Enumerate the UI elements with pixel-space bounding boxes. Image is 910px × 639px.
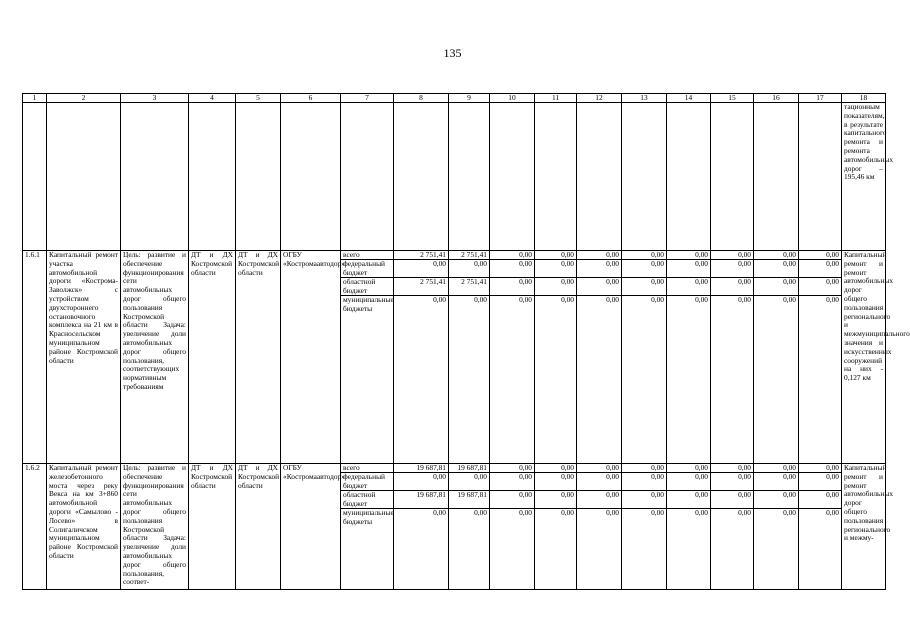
amount-cell [449, 464, 490, 590]
amount-cell [490, 464, 535, 590]
executor: ОГБУ «Костромаавтодор» [281, 251, 341, 464]
amount-cell [577, 251, 622, 464]
amount-value: 0,00 [711, 464, 753, 473]
column-number-header: 17 [799, 94, 842, 103]
empty-cell [622, 103, 667, 251]
amount-cell [490, 251, 535, 464]
amount-cell [577, 464, 622, 590]
amount-cell [394, 251, 449, 464]
amount-value: 0,00 [667, 251, 710, 260]
amount-value: 2 751,41 [394, 278, 448, 296]
amount-cell [394, 464, 449, 590]
amount-value: 0,00 [711, 260, 753, 278]
amount-cell [449, 251, 490, 464]
column-number-header: 16 [754, 94, 799, 103]
amount-cell [622, 251, 667, 464]
empty-cell [281, 103, 341, 251]
amount-value: 0,00 [826, 295, 839, 304]
amount-value: 0,00 [433, 295, 446, 304]
amount-value: 0,00 [449, 260, 489, 278]
empty-cell [449, 103, 490, 251]
row-id: 1.6.2 [23, 464, 47, 590]
amount-value: 0,00 [577, 251, 621, 260]
amount-value: 19 687,81 [394, 491, 448, 509]
amount-cell [535, 464, 577, 590]
amount-value: 0,00 [577, 491, 621, 509]
amount-value: 0,00 [826, 508, 839, 517]
column-number-header: 4 [189, 94, 236, 103]
column-number-header: 2 [47, 94, 121, 103]
column-number-header: 13 [622, 94, 667, 103]
amount-value: 0,00 [490, 251, 534, 260]
amount-value: 0,00 [519, 295, 532, 304]
amount-value: 0,00 [754, 278, 798, 296]
amount-value: 19 687,81 [449, 491, 489, 509]
amount-value: 0,00 [622, 491, 666, 509]
column-number-header: 1 [23, 94, 47, 103]
amount-value: 0,00 [490, 473, 534, 491]
measure-name: Капитальный ремонт железобетонного моста через реку Векса на км 3+860 автомобильной дороги «Самылово - Лосево» в Солигаличском муниципальном районе Костромской области [47, 464, 121, 590]
amount-value: 0,00 [783, 508, 796, 517]
goal-task: Цель: развитие и обеспечение функционирования сети автомобильных дорог общего пользования Костромской области Задача: увеличение доли автомобильных дорог общего пользования, соответ- [121, 464, 189, 590]
empty-cell [23, 103, 47, 251]
empty-cell [189, 103, 236, 251]
amount-value: 0,00 [474, 295, 487, 304]
amount-value: 0,00 [577, 278, 621, 296]
amount-value: 19 687,81 [394, 464, 448, 473]
funding-source-label: областной бюджет [341, 491, 393, 509]
column-number-header: 15 [711, 94, 754, 103]
funding-source-label: всего [341, 464, 393, 473]
amount-value: 0,00 [799, 464, 841, 473]
amount-value: 0,00 [561, 508, 574, 517]
amount-value: 0,00 [490, 464, 534, 473]
executor: ОГБУ «Костромаавтодор» [281, 464, 341, 590]
continuation-row [23, 103, 886, 251]
empty-cell [799, 103, 842, 251]
column-number-header: 9 [449, 94, 490, 103]
amount-value: 0,00 [651, 508, 664, 517]
amount-value: 0,00 [667, 491, 710, 509]
amount-value: 0,00 [622, 473, 666, 491]
column-number-header: 7 [341, 94, 394, 103]
column-number-header: 3 [121, 94, 189, 103]
program-table [22, 93, 910, 590]
amount-cell [711, 251, 754, 464]
amount-value: 0,00 [651, 295, 664, 304]
amount-value: 19 687,81 [449, 464, 489, 473]
coordinator: ДТ и ДХ Костромской области [189, 464, 236, 590]
amount-value: 0,00 [754, 491, 798, 509]
amount-value: 0,00 [433, 508, 446, 517]
funding-source-label: областной бюджет [341, 278, 393, 296]
amount-cell [799, 251, 842, 464]
column-number-header: 18 [842, 94, 886, 103]
amount-value: 0,00 [799, 260, 841, 278]
customer: ДТ и ДХ Костромской области [236, 251, 281, 464]
amount-value: 0,00 [711, 278, 753, 296]
amount-cell [667, 251, 711, 464]
page-number: 135 [443, 46, 462, 60]
amount-value: 0,00 [754, 251, 798, 260]
amount-value: 2 751,41 [394, 251, 448, 260]
row-id: 1.6.1 [23, 251, 47, 464]
amount-value: 0,00 [695, 508, 708, 517]
amount-value: 0,00 [394, 260, 448, 278]
amount-value: 0,00 [394, 473, 448, 491]
amount-value: 0,00 [738, 295, 751, 304]
empty-cell [754, 103, 799, 251]
amount-value: 0,00 [490, 491, 534, 509]
amount-value: 0,00 [535, 260, 576, 278]
table-row [23, 464, 886, 590]
goal-task: Цель: развитие и обеспечение функционирования сети автомобильных дорог общего пользования Костромской области Задача: увеличение доли автомобильных дорог общего пользования, соответствующих нормативным требованиям [121, 251, 189, 464]
amount-value: 0,00 [561, 295, 574, 304]
funding-source-cell [341, 464, 394, 590]
empty-cell [535, 103, 577, 251]
amount-value: 0,00 [606, 295, 619, 304]
column-number-header: 14 [667, 94, 711, 103]
amount-cell [667, 464, 711, 590]
amount-value: 0,00 [667, 260, 710, 278]
amount-cell [711, 464, 754, 590]
amount-value: 0,00 [711, 473, 753, 491]
amount-value: 0,00 [667, 473, 710, 491]
amount-value: 0,00 [622, 464, 666, 473]
amount-cell [799, 464, 842, 590]
column-number-header: 8 [394, 94, 449, 103]
funding-source-label: федеральный бюджет [341, 473, 393, 491]
amount-value: 0,00 [667, 464, 710, 473]
amount-value: 0,00 [667, 278, 710, 296]
amount-value: 0,00 [754, 260, 798, 278]
amount-value: 0,00 [535, 491, 576, 509]
empty-cell [236, 103, 281, 251]
amount-value: 0,00 [622, 278, 666, 296]
customer: ДТ и ДХ Костромской области [236, 464, 281, 590]
result-cell: Капитальный ремонт и ремонт автомобильных дорог общего пользования регионального и межмуниципального значения и искусственных сооружений на них - 0,127 км [842, 251, 886, 464]
empty-cell [490, 103, 535, 251]
result-cell: тационным показателям, в результате капитального ремонта и ремонта автомобильных дорог – 195,46 км [842, 103, 886, 251]
amount-value: 0,00 [711, 251, 753, 260]
amount-value: 0,00 [799, 251, 841, 260]
amount-cell [754, 464, 799, 590]
amount-value: 0,00 [711, 491, 753, 509]
funding-source-label: всего [341, 251, 393, 260]
result-cell: Капитальный ремонт и ремонт автомобильных дорог общего пользования регионального и межму- [842, 464, 886, 590]
amount-value: 0,00 [577, 473, 621, 491]
amount-value: 0,00 [490, 260, 534, 278]
amount-cell [622, 464, 667, 590]
column-number-header: 12 [577, 94, 622, 103]
empty-cell [577, 103, 622, 251]
funding-source-label: муниципальные бюджеты [343, 295, 394, 313]
funding-source-cell [341, 251, 394, 464]
column-number-header: 10 [490, 94, 535, 103]
amount-value: 0,00 [606, 508, 619, 517]
amount-value: 0,00 [783, 295, 796, 304]
amount-value: 0,00 [577, 260, 621, 278]
column-number-header: 5 [236, 94, 281, 103]
amount-cell [754, 251, 799, 464]
amount-value: 0,00 [535, 251, 576, 260]
measure-name: Капитальный ремонт участка автомобильной дороги «Кострома-Заволжск» с устройством двухстороннего остановочного комплекса на 21 км в Красносельском муниципальном районе Костромской области [47, 251, 121, 464]
empty-cell [341, 103, 394, 251]
amount-value: 0,00 [449, 473, 489, 491]
table-row [23, 251, 886, 464]
amount-value: 0,00 [622, 260, 666, 278]
empty-cell [711, 103, 754, 251]
amount-value: 0,00 [754, 464, 798, 473]
funding-source-label: федеральный бюджет [341, 260, 393, 278]
amount-value: 0,00 [622, 251, 666, 260]
amount-value: 0,00 [490, 278, 534, 296]
amount-value: 0,00 [535, 473, 576, 491]
empty-cell [394, 103, 449, 251]
amount-cell [535, 251, 577, 464]
empty-cell [667, 103, 711, 251]
empty-cell [121, 103, 189, 251]
empty-cell [47, 103, 121, 251]
amount-value: 2 751,41 [449, 251, 489, 260]
coordinator: ДТ и ДХ Костромской области [189, 251, 236, 464]
funding-source-label: муниципальные бюджеты [343, 508, 394, 526]
amount-value: 0,00 [799, 278, 841, 296]
amount-value: 0,00 [535, 278, 576, 296]
amount-value: 0,00 [799, 491, 841, 509]
amount-value: 0,00 [519, 508, 532, 517]
amount-value: 0,00 [474, 508, 487, 517]
amount-value: 0,00 [535, 464, 576, 473]
amount-value: 2 751,41 [449, 278, 489, 296]
amount-value: 0,00 [754, 473, 798, 491]
amount-value: 0,00 [738, 508, 751, 517]
amount-value: 0,00 [577, 464, 621, 473]
amount-value: 0,00 [799, 473, 841, 491]
header-row [23, 94, 886, 103]
column-number-header: 6 [281, 94, 341, 103]
amount-value: 0,00 [695, 295, 708, 304]
column-number-header: 11 [535, 94, 577, 103]
